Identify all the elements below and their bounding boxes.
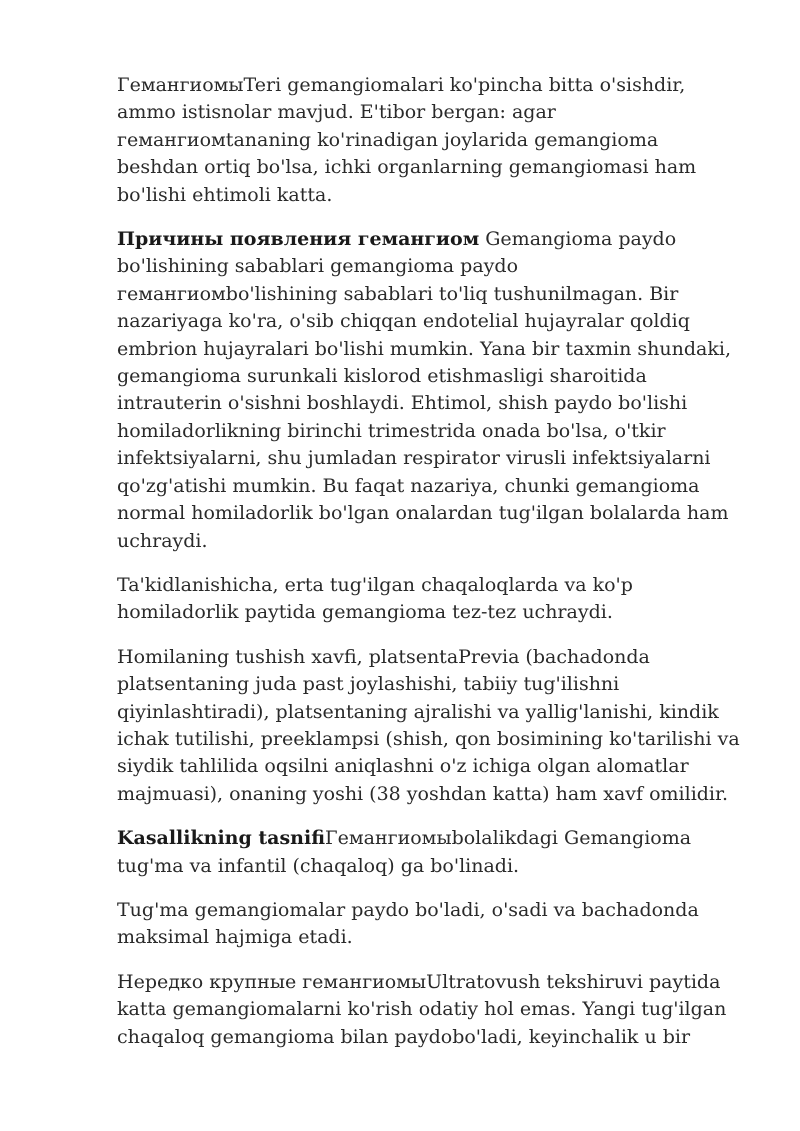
article-body [117,72,757,1068]
paragraph-3 [117,572,757,627]
paragraph-6-text: Tug'ma gemangiomalar paydo bo'ladi, o'sadi va bachadonda maksimal hajmiga etadi. [117,898,699,949]
paragraph-2-lead: Причины появления гемангиом [117,228,480,251]
paragraph-3-text: Ta'kidlanishicha, erta tug'ilgan chaqaloqlarda va ko'p homiladorlik paytida gemangioma tez-tez uchraydi. [117,573,633,624]
paragraph-5-text: Гемангиомыbolalikdagi Gemangioma tug'ma va infantil (chaqaloq) ga bo'linadi. [117,827,692,877]
paragraph-4 [117,644,757,808]
paragraph-2 [117,226,757,555]
paragraph-4-text: Homilaning tushish xavfi, platsentaPrevia (bachadonda platsentaning juda past joylashishi, tabiiy tug'ilishni qiyinlashtiradi), platsentaning ajralishi va yallig'lanishi, kindik ichak tutilishi, preeklampsi (shish, qon bosimining ko'tarilishi va siydik tahlilida oqsilni aniqlashni o'z ichiga olgan alomatlar majmuasi), onaning yoshi (38 yoshdan katta) ham xavf omilidir. [117,645,740,805]
paragraph-2-text: Gemangioma paydo bo'lishining sabablari gemangioma paydo гемангиомbo'lishining sabablari to'liq tushunilmagan. Bir nazariyaga ko'ra, o'sib chiqqan endotelial hujayralar qoldiq embrion hujayralari bo'lishi mumkin. Yana bir taxmin shundaki, gemangioma surunkali kislorod etishmasligi sharoitida intrauterin o'sishni boshlaydi. Ehtimol, shish paydo bo'lishi homiladorlikning birinchi trimestrida onada bo'lsa, o'tkir infektsiyalarni, shu jumladan respirator virusli infektsiyalarni qo'zg'atishi mumkin. Bu faqat nazariya, chunki gemangioma normal homiladorlik bo'lgan onalardan tug'ilgan bolalarda ham uchraydi. [117,228,731,552]
paragraph-5-lead: Kasallikning tasnifi [117,827,326,850]
paragraph-1-text: ГемангиомыTeri gemangiomalari ko'pincha bitta o'sishdir, ammo istisnolar mavjud. E'tibor bergan: agar гемангиомtananing ko'rinadigan joylarida gemangioma beshdan ortiq bo'lsa, ichki organlarning gemangiomasi ham bo'lishi ehtimoli katta. [117,74,697,206]
paragraph-7-text: Нередко крупные гемангиомыUltratovush tekshiruvi paytida katta gemangiomalarni ko'rish odatiy hol emas. Yangi tug'ilgan chaqaloq gemangioma bilan paydobo'ladi, keyinchalik u bir [117,970,727,1048]
paragraph-1 [117,72,757,209]
paragraph-6 [117,897,757,952]
paragraph-5 [117,825,757,880]
paragraph-7 [117,969,757,1051]
